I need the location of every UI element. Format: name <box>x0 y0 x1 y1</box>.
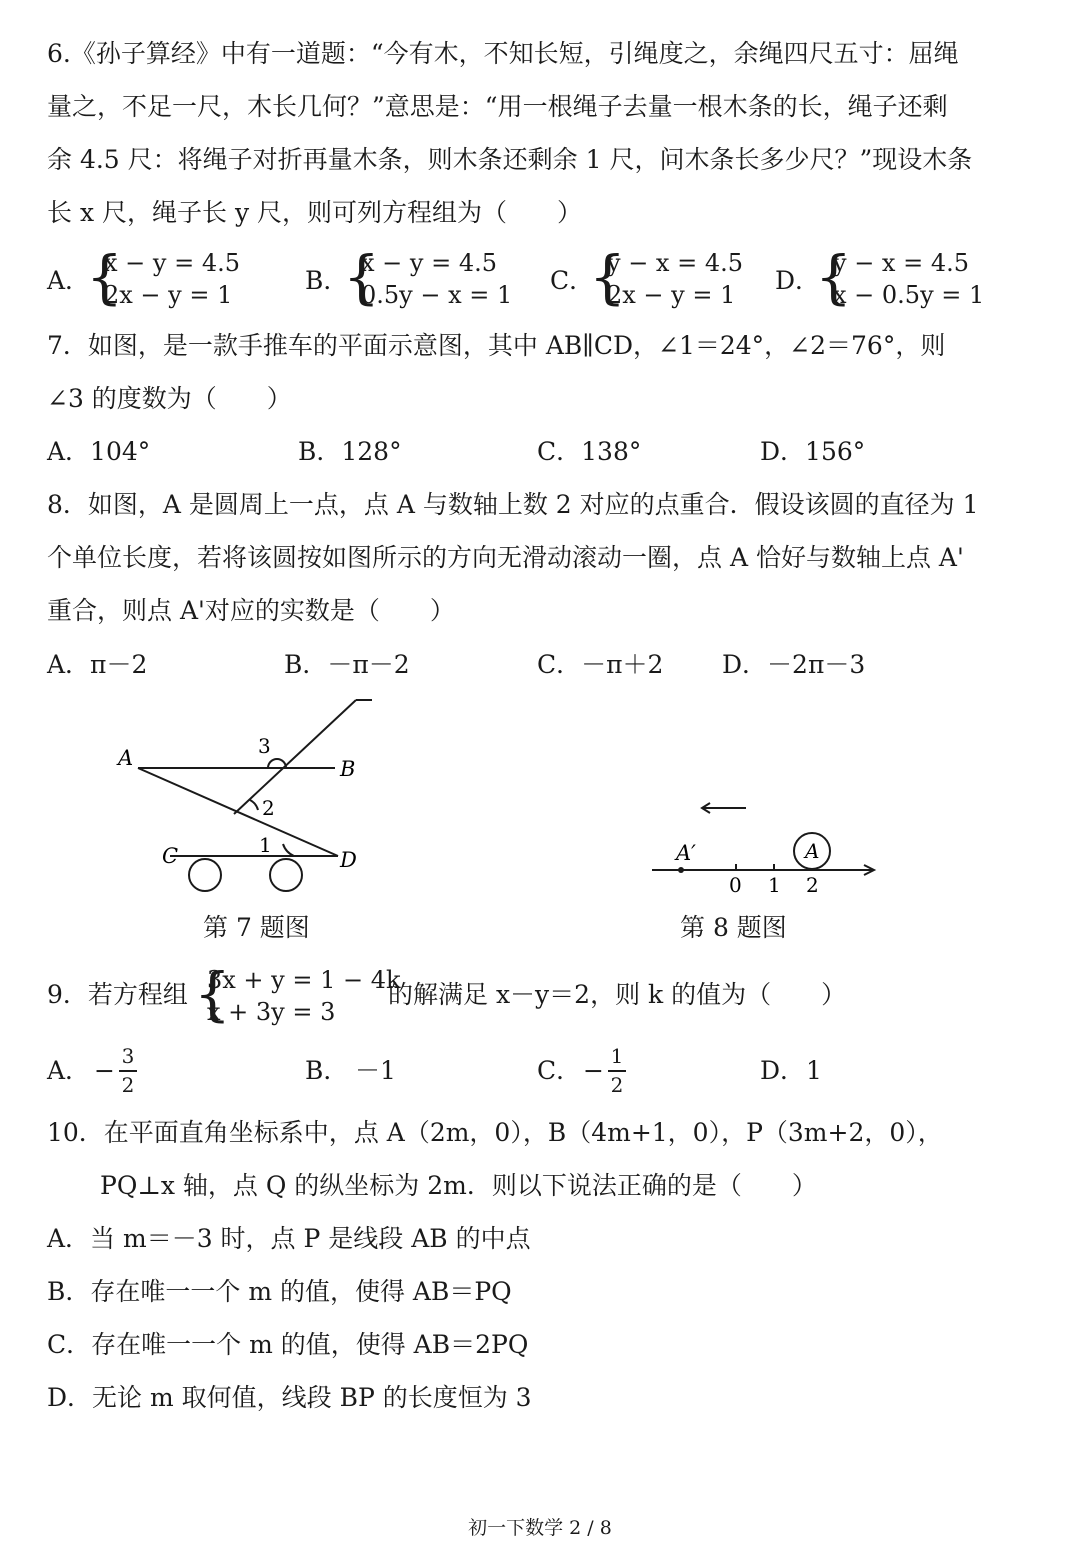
q9-prefix: 9．若方程组 <box>47 980 188 1009</box>
page-footer: 初一下数学 2 / 8 <box>468 1517 612 1539</box>
q9-option-c-sign: − <box>583 1056 604 1085</box>
q8-option-c: C．－π＋2 <box>537 650 664 679</box>
fig7-wheel-right <box>270 859 302 891</box>
q6-option-b-brace: { <box>343 243 380 311</box>
q6-option-a-eq2: 2x − y = 1 <box>104 281 233 309</box>
q9-option-d-value: 1 <box>806 1056 822 1085</box>
q10-option-c: C．存在唯一一个 m 的值，使得 AB＝2PQ <box>47 1330 529 1359</box>
q6-option-c-brace: { <box>589 243 626 311</box>
fig7-label-2: 2 <box>262 796 275 820</box>
q6-option-d-eq1: y − x = 4.5 <box>833 249 969 277</box>
fig7-handle <box>234 700 356 814</box>
q9-brace: { <box>194 960 231 1028</box>
fig7-angle-2-arc <box>250 800 258 810</box>
q9-option-a-sign: − <box>94 1056 115 1085</box>
q6-line-1: 6.《孙子算经》中有一道题：“今有木，不知长短，引绳度之，余绳四尺五寸：屈绳 <box>47 39 959 68</box>
figure-7 <box>110 690 390 900</box>
q8-line-2: 个单位长度，若将该圆按如图所示的方向无滑动滚动一圈，点 A 恰好与数轴上点 A' <box>47 543 964 572</box>
fig8-label-a: A <box>805 839 820 863</box>
q9-option-c-fraction-bar <box>608 1070 626 1072</box>
q9-option-a-numerator: 3 <box>121 1044 135 1068</box>
q9-option-c-numerator: 1 <box>610 1044 624 1068</box>
q9-option-a-label: A． <box>47 1056 91 1085</box>
fig7-caption: 第 7 题图 <box>203 913 310 942</box>
fig7-line-ad <box>138 768 338 856</box>
q9-option-b-value: －1 <box>355 1056 396 1085</box>
q6-option-a-brace: { <box>86 243 123 311</box>
fig8-tick-label-2: 2 <box>806 873 819 897</box>
q8-option-b: B．－π－2 <box>284 650 410 679</box>
q7-line-2: ∠3 的度数为（ ） <box>47 384 292 413</box>
fig8-point-a-prime <box>678 867 684 873</box>
fig7-label-1: 1 <box>259 833 272 857</box>
q6-option-d-eq2: x − 0.5y = 1 <box>833 281 985 309</box>
fig7-label-c: C <box>162 844 179 868</box>
q9-option-c-denominator: 2 <box>610 1073 624 1097</box>
q6-option-b-eq2: 0.5y − x = 1 <box>361 281 513 309</box>
q9-option-d-label: D． <box>760 1056 806 1085</box>
q8-option-a: A．π－2 <box>47 650 148 679</box>
q9-suffix: 的解满足 x－y＝2，则 k 的值为（ ） <box>388 980 847 1009</box>
q8-line-3: 重合，则点 A'对应的实数是（ ） <box>47 596 455 625</box>
fig8-caption: 第 8 题图 <box>680 913 787 942</box>
q9-option-a-fraction-bar <box>119 1070 137 1072</box>
q6-option-c-label: C． <box>550 266 595 295</box>
q10-option-b: B．存在唯一一个 m 的值，使得 AB＝PQ <box>47 1277 512 1306</box>
q6-option-b-eq1: x − y = 4.5 <box>361 249 497 277</box>
q8-option-d: D．－2π－3 <box>722 650 866 679</box>
q6-option-d-label: D． <box>775 266 821 295</box>
fig7-wheel-left <box>189 859 221 891</box>
q6-line-2: 量之，不足一尺，木长几何？”意思是：“用一根绳子去量一根木条的长，绳子还剩 <box>47 92 948 121</box>
q6-option-c-eq1: y − x = 4.5 <box>607 249 743 277</box>
q9-eq1: 3x + y = 1 − 4k <box>207 966 401 994</box>
q9-option-a-denominator: 2 <box>121 1073 135 1097</box>
q6-option-c-eq2: 2x − y = 1 <box>607 281 736 309</box>
fig8-label-a-prime: A′ <box>676 841 696 865</box>
fig8-tick-label-1: 1 <box>768 873 781 897</box>
q7-option-c: C．138° <box>537 437 642 466</box>
q8-line-1: 8．如图，A 是圆周上一点，点 A 与数轴上数 2 对应的点重合．假设该圆的直径为 1 <box>47 490 979 519</box>
q7-option-d: D．156° <box>760 437 866 466</box>
q10-line-2: PQ⊥x 轴，点 Q 的纵坐标为 2m．则以下说法正确的是（ ） <box>100 1171 817 1200</box>
q9-eq2: x + 3y = 3 <box>207 998 336 1026</box>
q7-option-a: A．104° <box>47 437 151 466</box>
q10-line-1: 10．在平面直角坐标系中，点 A（2m，0），B（4m+1，0），P（3m+2，0）， <box>47 1118 943 1147</box>
fig7-label-a: A <box>118 746 134 770</box>
fig7-label-d: D <box>340 848 357 872</box>
q7-line-1: 7．如图，是一款手推车的平面示意图，其中 AB∥CD，∠1＝24°，∠2＝76°，则 <box>47 331 946 360</box>
fig7-label-b: B <box>340 757 356 781</box>
fig7-label-3: 3 <box>258 734 271 758</box>
q9-option-b-label: B． <box>305 1056 349 1085</box>
figure-8 <box>640 790 890 900</box>
q10-option-a: A．当 m＝－3 时，点 P 是线段 AB 的中点 <box>47 1224 531 1253</box>
q6-option-a-eq1: x − y = 4.5 <box>104 249 240 277</box>
q9-option-c-label: C． <box>537 1056 582 1085</box>
q6-line-4: 长 x 尺，绳子长 y 尺，则可列方程组为（ ） <box>47 198 583 227</box>
q10-option-d: D．无论 m 取何值，线段 BP 的长度恒为 3 <box>47 1383 532 1412</box>
q6-option-d-brace: { <box>815 243 852 311</box>
fig7-angle-1-arc <box>283 844 294 856</box>
q6-option-a-label: A． <box>47 266 91 295</box>
q6-line-3: 余 4.5 尺：将绳子对折再量木条，则木条还剩余 1 尺，问木条长多少尺？”现设木条 <box>47 145 973 174</box>
fig8-tick-label-0: 0 <box>729 873 742 897</box>
q6-option-b-label: B． <box>305 266 349 295</box>
q7-option-b: B．128° <box>298 437 402 466</box>
